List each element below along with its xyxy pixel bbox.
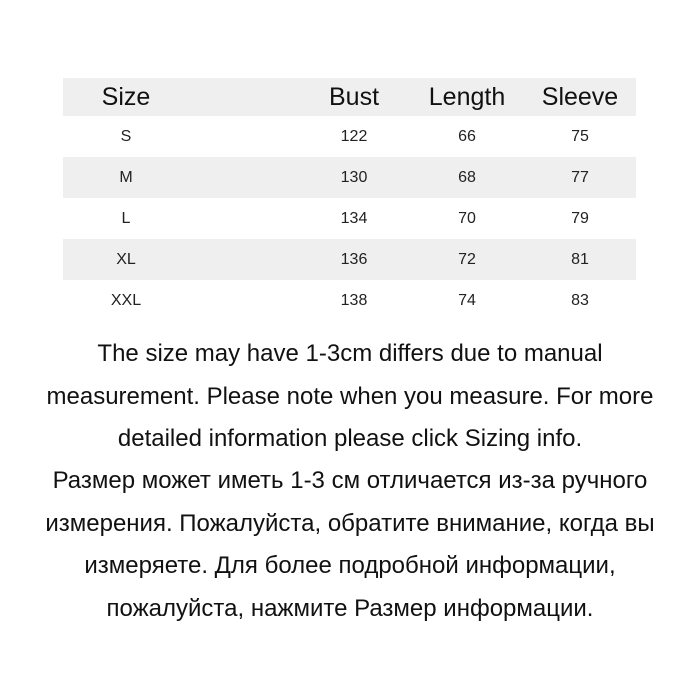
note-line: измерения. Пожалуйста, обратите внимание, когда вы: [45, 509, 655, 537]
cell-sleeve: 77: [571, 168, 589, 186]
note-line: measurement. Please note when you measure. For more: [46, 382, 654, 410]
cell-bust: 122: [340, 127, 368, 145]
cell-length: 68: [458, 168, 476, 186]
header-sleeve: Sleeve: [541, 82, 619, 111]
cell-bust: 138: [340, 291, 368, 309]
size-chart-table: [63, 78, 636, 321]
cell-length: 70: [458, 209, 476, 227]
note-line: Размер может иметь 1-3 см отличается из-за ручного: [52, 467, 648, 494]
table-row: [63, 157, 636, 198]
measurement-note-english: [0, 333, 700, 461]
cell-sleeve: 83: [571, 291, 589, 309]
cell-sleeve: 81: [571, 250, 589, 268]
measurement-note-russian: [0, 460, 700, 630]
cell-size: M: [119, 168, 133, 186]
cell-size: L: [121, 209, 131, 227]
header-length: Length: [428, 82, 506, 111]
note-line: detailed information please click Sizing info.: [117, 425, 583, 452]
note-line: пожалуйста, нажмите Размер информации.: [106, 594, 594, 622]
cell-bust: 134: [340, 209, 368, 227]
cell-size: S: [120, 127, 132, 145]
cell-length: 66: [458, 127, 476, 145]
cell-sleeve: 79: [571, 209, 589, 227]
cell-bust: 136: [340, 250, 368, 268]
cell-bust: 130: [340, 168, 368, 186]
cell-length: 72: [458, 250, 476, 268]
table-row: [63, 239, 636, 280]
cell-sleeve: 75: [571, 127, 589, 145]
table-header-row: [63, 78, 636, 116]
cell-size: XL: [116, 250, 136, 268]
table-row: [63, 198, 636, 239]
cell-length: 74: [458, 291, 476, 309]
header-bust: Bust: [328, 82, 380, 111]
table-row: [63, 116, 636, 157]
table-row: [63, 280, 636, 321]
header-size: Size: [101, 82, 151, 111]
note-line: измеряете. Для более подробной информации,: [84, 552, 616, 579]
note-line: The size may have 1-3cm differs due to manual: [97, 340, 603, 367]
cell-size: XXL: [110, 291, 142, 309]
